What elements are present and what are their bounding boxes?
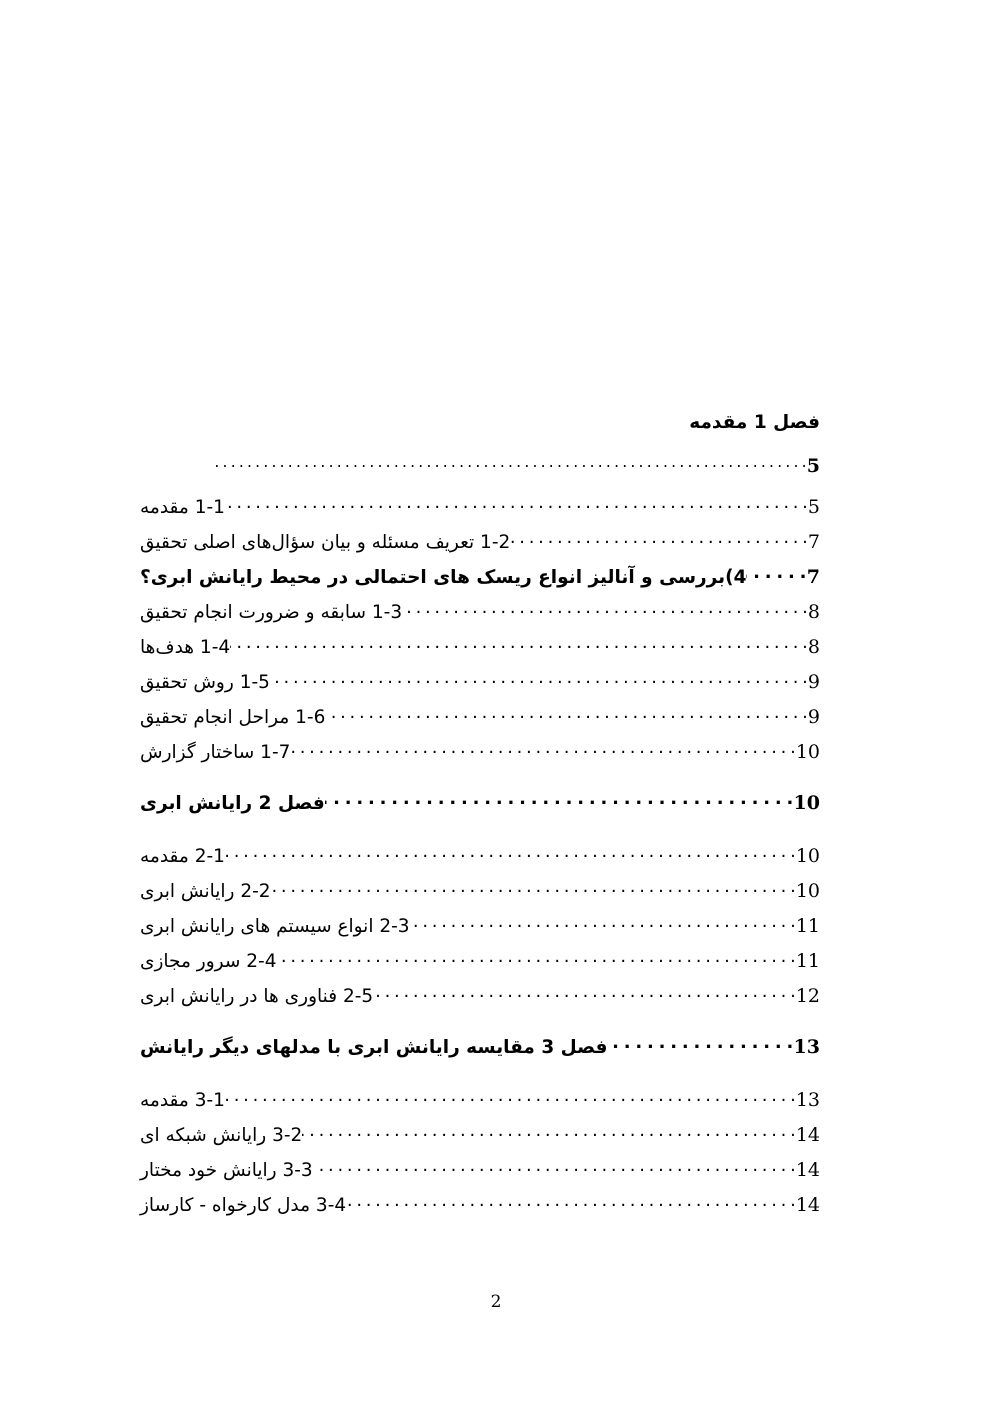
toc-chapter-3-page: 13 [793, 1036, 820, 1058]
toc-entry-title: 2-1 مقدمه [140, 846, 225, 867]
toc-leader-dots [276, 949, 794, 968]
toc-leader-dots [313, 1158, 795, 1177]
toc-entry-page: 7 [807, 531, 820, 553]
toc-entry[interactable] [140, 705, 820, 728]
toc-entry[interactable] [140, 1123, 820, 1146]
toc-chapter-1-leader-row [140, 455, 820, 477]
toc-entry-title: 2-5 فناوری ها در رایانش ابری [140, 986, 374, 1007]
toc-entry-page: 8 [807, 601, 820, 623]
toc-entry[interactable] [140, 670, 820, 693]
toc-entry-page: 11 [795, 915, 820, 937]
toc-entry[interactable] [140, 949, 820, 972]
toc-entry-page: 8 [807, 636, 820, 658]
toc-entry-page: 7 [806, 566, 820, 588]
toc-entry[interactable] [140, 600, 820, 623]
footer-page-number: 2 [490, 1292, 502, 1312]
toc-leader-dots [216, 456, 806, 472]
toc-entry-page: 10 [795, 880, 820, 902]
toc-chapter-2-title: فصل 2 رایانش ابری [140, 793, 325, 814]
toc-entry[interactable] [140, 530, 820, 553]
toc-entry-title: 4)بررسی و آنالیز انواع ریسک های احتمالی در محیط رایانش ابری؟ [140, 567, 747, 588]
toc-chapter-2-page: 10 [793, 792, 820, 814]
toc-chapter-1-title: فصل 1 مقدمه [689, 412, 820, 433]
toc-leader-dots [271, 879, 795, 898]
toc-leader-dots [607, 1035, 792, 1054]
toc-entry[interactable] [140, 495, 820, 518]
toc-entry-page: 5 [807, 496, 820, 518]
spacer [140, 1019, 820, 1035]
toc-leader-dots [225, 844, 795, 863]
toc-entry-highlighted[interactable] [140, 565, 820, 588]
toc-entry[interactable] [140, 740, 820, 763]
toc-entry-title: 2-3 انواع سیستم های رایانش ابری [140, 916, 410, 937]
toc-entry-title: 2-2 رایانش ابری [140, 881, 271, 902]
toc-entry[interactable] [140, 914, 820, 937]
toc-chapter-1-page: 5 [806, 454, 820, 477]
toc-entry-title: 3-1 مقدمه [140, 1090, 225, 1111]
spacer [140, 477, 820, 495]
toc-entry[interactable] [140, 1088, 820, 1111]
table-of-contents [140, 414, 820, 1216]
toc-entry-title: 1-7 ساختار گزارش [140, 742, 291, 763]
toc-leader-dots [225, 495, 807, 514]
toc-leader-dots [510, 530, 807, 549]
toc-entry-title: 3-4 مدل کارخواه - کارساز [140, 1195, 347, 1216]
toc-entry-title: 3-3 رایانش خود مختار [140, 1160, 313, 1181]
toc-entry-page: 14 [795, 1194, 820, 1216]
toc-entry-page: 14 [795, 1159, 820, 1181]
toc-entry-page: 9 [807, 706, 820, 728]
toc-entry[interactable] [140, 1193, 820, 1216]
toc-leader-dots [325, 705, 807, 724]
toc-chapter-1[interactable] [140, 414, 820, 477]
toc-leader-dots [270, 670, 807, 689]
spacer [140, 826, 820, 844]
toc-entry-page: 13 [795, 1089, 820, 1111]
toc-leader-dots [230, 635, 807, 654]
toc-chapter-2[interactable] [140, 791, 820, 814]
toc-entry-title: 1-6 مراحل انجام تحقیق [140, 707, 326, 728]
toc-entry-title: 1-3 سابقه و ضرورت انجام تحقیق [140, 602, 403, 623]
toc-entry-title: 2-4 سرور مجازی [140, 951, 277, 972]
spacer [140, 1070, 820, 1088]
toc-entry-title: 1-5 روش تحقیق [140, 672, 270, 693]
toc-entry[interactable] [140, 635, 820, 658]
toc-entry-page: 12 [795, 985, 820, 1007]
toc-entry-title: 1-2 تعریف مسئله و بیان سؤال‌های اصلی تحقیق [140, 532, 511, 553]
toc-entry[interactable] [140, 879, 820, 902]
toc-entry-page: 11 [795, 950, 820, 972]
toc-leader-dots [373, 984, 795, 1003]
toc-leader-dots [746, 565, 805, 584]
toc-leader-dots [346, 1193, 795, 1212]
spacer [140, 775, 820, 791]
toc-entry[interactable] [140, 1158, 820, 1181]
toc-leader-dots [302, 1123, 795, 1142]
toc-chapter-3-title: فصل 3 مقایسه رایانش ابری با مدلهای دیگر رایانش [140, 1037, 608, 1058]
toc-entry-title: 3-2 رایانش شبکه ای [140, 1125, 303, 1146]
toc-leader-dots [290, 740, 794, 759]
toc-entry-title: 1-1 مقدمه [140, 497, 225, 518]
toc-leader-dots [325, 791, 793, 810]
toc-chapter-3[interactable] [140, 1035, 820, 1058]
toc-leader-dots [225, 1088, 795, 1107]
toc-entry-title: 1-4 هدف‌ها [140, 637, 231, 658]
toc-entry[interactable] [140, 984, 820, 1007]
toc-entry-page: 9 [807, 671, 820, 693]
toc-leader-dots [402, 600, 807, 619]
toc-entry-page: 10 [795, 741, 820, 763]
toc-entry-page: 14 [795, 1124, 820, 1146]
toc-leader-dots [410, 914, 795, 933]
toc-entry-page: 10 [795, 845, 820, 867]
toc-entry[interactable] [140, 844, 820, 867]
